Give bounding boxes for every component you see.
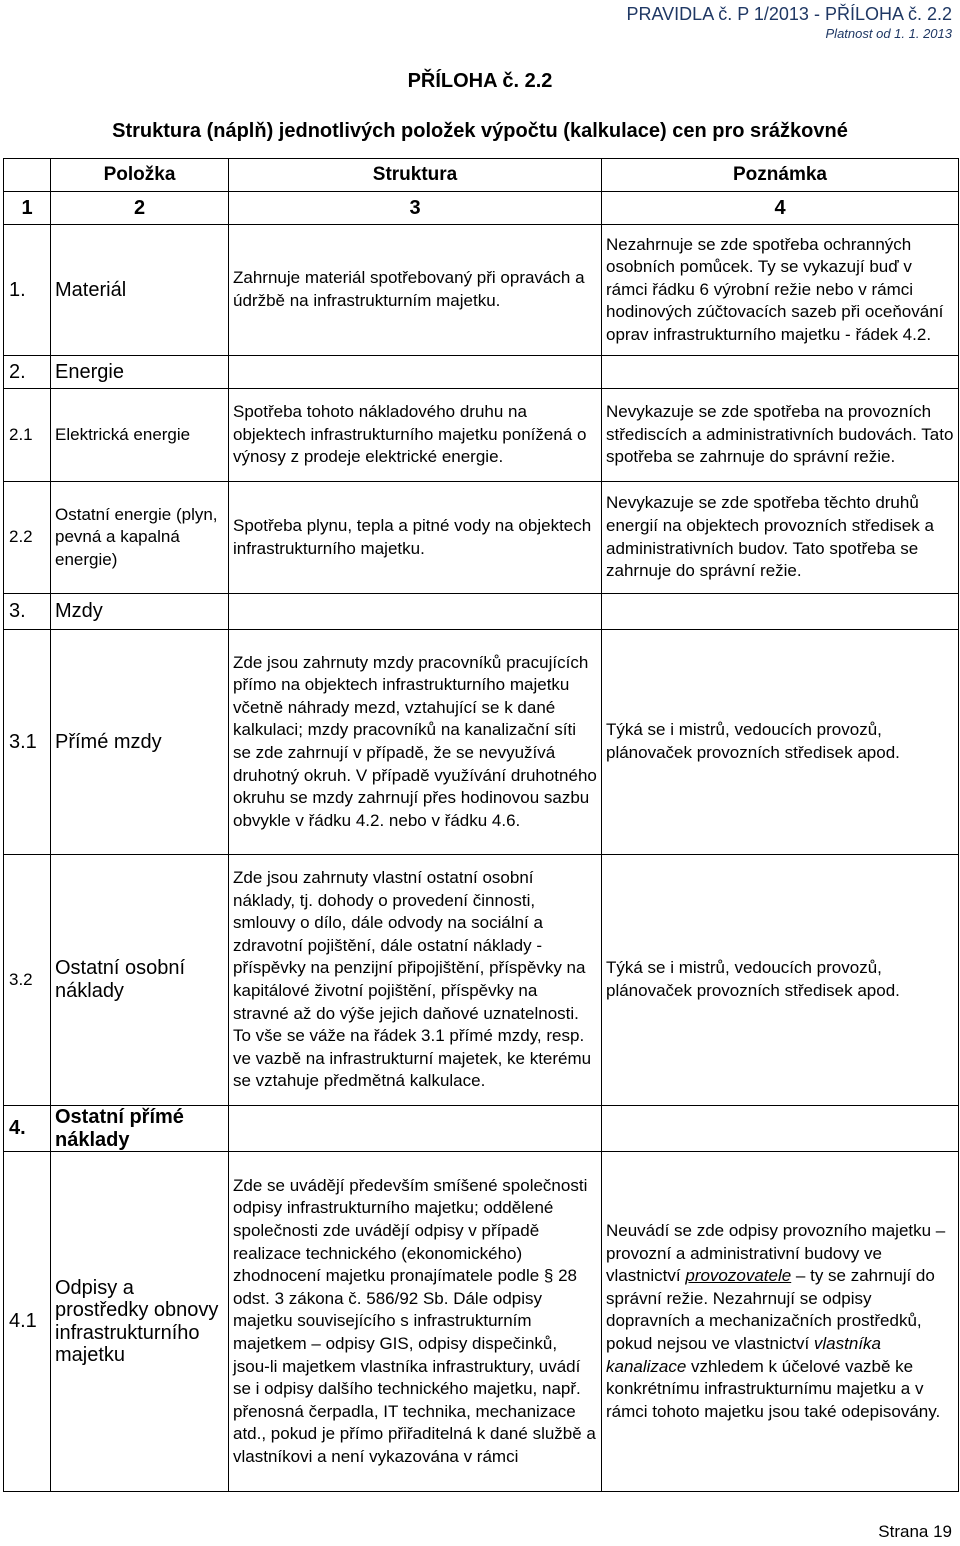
row-number: 1. bbox=[4, 225, 51, 356]
table-row bbox=[4, 855, 959, 1106]
col-number: 2 bbox=[51, 192, 229, 225]
header-structure: Struktura bbox=[229, 159, 602, 192]
table-row bbox=[4, 630, 959, 855]
column-number-row bbox=[4, 192, 959, 225]
row-note: Nevykazuje se zde spotřeba těchto druhů energií na objektech provozních středisek a administrativních budov. Tato spotřeba se zahrnuje do správní režie. bbox=[602, 482, 959, 594]
col-number: 3 bbox=[229, 192, 602, 225]
table-row bbox=[4, 225, 959, 356]
table-row bbox=[4, 389, 959, 482]
note-text: – ty se zahrnují do správní režie. Nezahrnují se odpisy dopravních a mechanizačních prostředků, pokud nejsou ve vlastnictví bbox=[606, 1266, 935, 1353]
row-note: Týká se i mistrů, vedoucích provozů, plánovaček provozních středisek apod. bbox=[602, 630, 959, 855]
row-number: 2.2 bbox=[4, 482, 51, 594]
header-note: Poznámka bbox=[602, 159, 959, 192]
row-item-name: Energie bbox=[51, 356, 229, 389]
row-number: 3.1 bbox=[4, 630, 51, 855]
table-row bbox=[4, 482, 959, 594]
document-header-title: PRAVIDLA č. P 1/2013 - PŘÍLOHA č. 2.2 bbox=[626, 4, 952, 24]
row-structure: Zde jsou zahrnuty mzdy pracovníků pracujících přímo na objektech infrastrukturního majetku včetně náhrady mezd, vztahující se k dané kalkulaci; mzdy pracovníků na kanalizační síti se zde zahrnují v případě, že se nevyužívá druhotný okruh. V případě využívání druhotného okruhu se mzdy zahrnují přes hodinovou sazbu obvykle v řádku 4.2. nebo v řádku 4.6. bbox=[229, 630, 602, 855]
row-number: 2. bbox=[4, 356, 51, 389]
note-emphasis: vlastníka kanalizace bbox=[606, 1333, 881, 1376]
document-header-validity: Platnost od 1. 1. 2013 bbox=[825, 26, 952, 41]
table-row bbox=[4, 1106, 959, 1152]
row-number: 3.2 bbox=[4, 855, 51, 1106]
row-item-name: Přímé mzdy bbox=[51, 630, 229, 855]
note-emphasis: provozovatele bbox=[685, 1266, 792, 1286]
row-item-name: Ostatní energie (plyn, pevná a kapalná energie) bbox=[51, 482, 229, 594]
row-note: Týká se i mistrů, vedoucích provozů, plánovaček provozních středisek apod. bbox=[602, 855, 959, 1106]
row-item-name: Odpisy a prostředky obnovy infrastrukturního majetku bbox=[51, 1152, 229, 1492]
row-item-name: Elektrická energie bbox=[51, 389, 229, 482]
note-text: Neuvádí se zde odpisy provozního majetku – provozní a administrativní budovy ve vlastnictví bbox=[606, 1221, 946, 1286]
header-item: Položka bbox=[51, 159, 229, 192]
document-title: Struktura (náplň) jednotlivých položek výpočtu (kalkulace) cen pro srážkovné bbox=[112, 120, 848, 142]
row-number: 4. bbox=[4, 1106, 51, 1152]
table-row bbox=[4, 356, 959, 389]
table-header-row bbox=[4, 159, 959, 192]
row-structure: Zde se uvádějí především smíšené společnosti odpisy infrastrukturního majetku; oddělené společnosti zde uvádějí odpisy v případě realizace technického (ekonomického) zhodnocení majetku pronajímatele podle § 28 odst. 3 zákona č. 586/92 Sb. Dále odpisy majetku souvisejícího s infrastrukturním majetkem – odpisy GIS, odpisy dispečinků, jsou-li majetkem vlastníka infrastruktury, uvádí se i odpisy dalšího technického majetku, např. přenosná čerpadla, IT technika, mechanizace atd., pokud je přímo přiřaditelná k dané službě a vlastníkovi a není vykazována v rámci bbox=[229, 1152, 602, 1492]
row-item-name: Ostatní přímé náklady bbox=[51, 1106, 229, 1152]
row-note bbox=[602, 1152, 959, 1492]
row-structure: Zde jsou zahrnuty vlastní ostatní osobní náklady, tj. dohody o provedení činnosti, smlouvy o dílo, dále odvody na sociální a zdravotní pojištění, dále ostatní náklady - příspěvky na penzijní připojištění, příspěvky na kapitálové životní pojištění, příspěvky na stravné až do výše jejich daňové uznatelnosti. To vše se váže na řádek 3.1 přímé mzdy, resp. ve vazbě na infrastrukturní majetek, ke kterému se vztahuje předmětná kalkulace. bbox=[229, 855, 602, 1106]
page-number: Strana 19 bbox=[878, 1522, 952, 1541]
calculation-structure-table bbox=[3, 158, 959, 1492]
row-note: Nezahrnuje se zde spotřeba ochranných osobních pomůcek. Ty se vykazují buď v rámci řádku 6 výrobní režie nebo v rámci hodinových zúčtovacích sazeb při oceňování oprav infrastrukturního majetku - řádek 4.2. bbox=[602, 225, 959, 356]
note-text: vzhledem k účelové vazbě ke konkrétnímu infrastrukturnímu majetku a v rámci tohoto majetku jsou také odepisovány. bbox=[606, 1356, 941, 1421]
row-item-name: Mzdy bbox=[51, 594, 229, 630]
row-note: Nevykazuje se zde spotřeba na provozních střediscích a administrativních budovách. Tato spotřeba se zahrnuje do správní režie. bbox=[602, 389, 959, 482]
annex-title: PŘÍLOHA č. 2.2 bbox=[407, 70, 553, 92]
table-row bbox=[4, 1152, 959, 1492]
row-number: 3. bbox=[4, 594, 51, 630]
row-number: 4.1 bbox=[4, 1152, 51, 1492]
row-structure: Spotřeba plynu, tepla a pitné vody na objektech infrastrukturního majetku. bbox=[229, 482, 602, 594]
table-row bbox=[4, 594, 959, 630]
row-item-name: Materiál bbox=[51, 225, 229, 356]
row-item-name: Ostatní osobní náklady bbox=[51, 855, 229, 1106]
row-number: 2.1 bbox=[4, 389, 51, 482]
row-structure: Spotřeba tohoto nákladového druhu na objektech infrastrukturního majetku ponížená o výnosy z prodeje elektrické energie. bbox=[229, 389, 602, 482]
col-number: 1 bbox=[4, 192, 51, 225]
col-number: 4 bbox=[602, 192, 959, 225]
row-structure: Zahrnuje materiál spotřebovaný při opravách a údržbě na infrastrukturním majetku. bbox=[229, 225, 602, 356]
